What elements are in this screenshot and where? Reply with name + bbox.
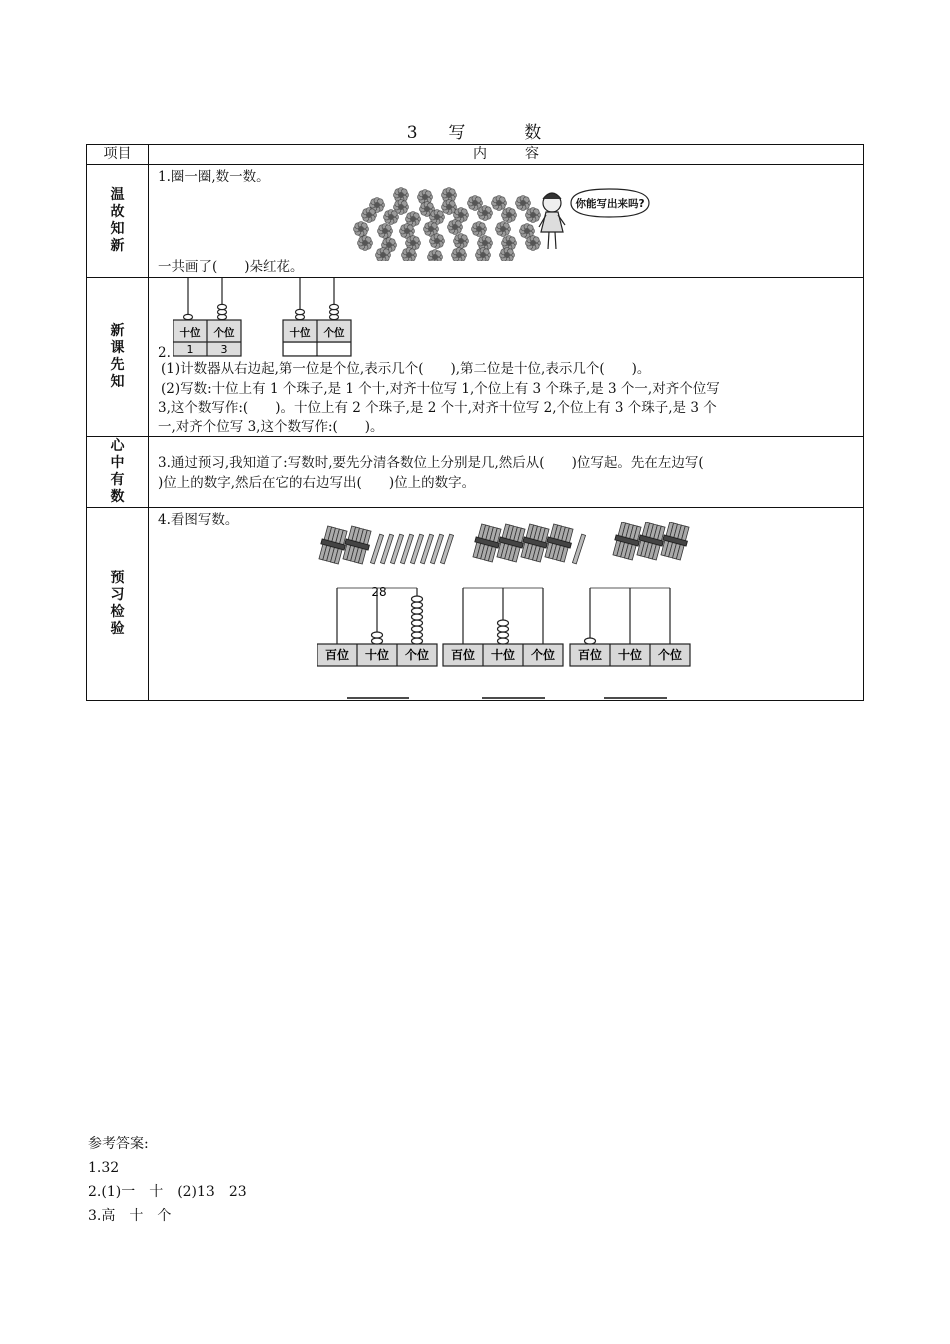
p3-ones: 个位 [657, 648, 683, 662]
title-char-2: 数 [524, 123, 544, 143]
row-review [87, 165, 864, 278]
flower-icon [502, 208, 517, 223]
abacus-bead [372, 632, 383, 638]
flower-icon [358, 236, 373, 251]
q2-number: 2. [158, 345, 171, 361]
p2-hundreds: 百位 [450, 648, 476, 662]
bubble-text: 你能写出来吗? [575, 198, 645, 210]
answer-3: 3.高 十 个 [88, 1208, 172, 1224]
abacus1-ones-value: 3 [220, 343, 228, 356]
row-preview [87, 278, 864, 437]
flower-icon [376, 248, 391, 262]
flower-icon [384, 210, 399, 225]
flower-icon [430, 234, 445, 249]
abacus1-tens-value: 1 [186, 343, 194, 356]
header-content: 内 容 [149, 145, 864, 165]
q3-line1: 3.通过预习,我知道了:写数时,要先分清各数位上分别是几,然后从( )位写起。先在左边写( [158, 455, 704, 471]
abacus1-ones-label: 个位 [213, 327, 235, 339]
flower-icon [362, 208, 377, 223]
q1-answer-line: 一共画了( )朵红花。 [158, 259, 304, 275]
q2-cell [149, 278, 864, 437]
row-label-summary: 心 中 有 数 [87, 437, 149, 508]
q2-line4: 一,对齐个位写 3,这个数写作:( )。 [158, 419, 384, 435]
row-check [87, 508, 864, 701]
example-value: 28 [371, 585, 387, 599]
flower-icon [402, 248, 417, 262]
abacus2-ones-label: 个位 [323, 327, 345, 339]
flower-icon [500, 248, 515, 262]
page-title [0, 118, 950, 143]
q1-cell [149, 165, 864, 278]
title-number: 3 [406, 123, 420, 143]
answer-2: 2.(1)一 十 (2)13 23 [88, 1184, 247, 1200]
p1-hundreds: 百位 [324, 648, 350, 662]
abacus-bead [498, 620, 509, 626]
abacus-bead [412, 614, 423, 620]
q2-line1: (1)计数器从右边起,第一位是个位,表示几个( ),第二位是十位,表示几个( )。 [161, 361, 651, 377]
flower-icon [472, 222, 487, 237]
p3-tens: 十位 [617, 648, 643, 662]
table-header-row [87, 145, 864, 165]
flower-icon [442, 200, 457, 215]
answers-heading: 参考答案: [88, 1136, 149, 1152]
abacus-bead [412, 608, 423, 614]
abacus-examples [173, 278, 353, 362]
p3-hundreds: 百位 [577, 648, 603, 662]
abacus-bead [412, 602, 423, 608]
girl-figure [539, 193, 565, 249]
flower-icon [478, 206, 493, 221]
flower-icon [516, 196, 531, 211]
p2-tens: 十位 [490, 648, 516, 662]
abacus-bead [372, 638, 383, 644]
flowers-illustration [349, 181, 679, 261]
flower-icon [354, 222, 369, 237]
flower-icon [526, 236, 541, 251]
flower-icon [454, 234, 469, 249]
q1-prompt: 1.圈一圈,数一数。 [158, 169, 270, 185]
row-label-review: 温 故 知 新 [87, 165, 149, 278]
q4-cell [149, 508, 864, 701]
header-item: 项目 [87, 145, 149, 165]
abacus-bead [498, 638, 509, 644]
q4-illustration [317, 522, 707, 702]
flower-icon [526, 208, 541, 223]
p1-ones: 个位 [404, 648, 430, 662]
worksheet-table [86, 144, 864, 701]
flower-icon [476, 248, 491, 262]
row-label-preview: 新 课 先 知 [87, 278, 149, 437]
p2-ones: 个位 [530, 648, 556, 662]
flower-icon [452, 248, 467, 262]
flower-icon [378, 224, 393, 239]
abacus-bead [412, 638, 423, 644]
abacus2-tens-label: 十位 [289, 327, 311, 339]
q3-cell [149, 437, 864, 508]
flower-icon [428, 250, 443, 262]
abacus-bead [498, 632, 509, 638]
abacus-bead [585, 638, 596, 644]
answer-1: 1.32 [88, 1160, 120, 1176]
flower-icon [448, 220, 463, 235]
row-label-check: 预 习 检 验 [87, 508, 149, 701]
abacus-bead [412, 620, 423, 626]
abacus-bead [412, 632, 423, 638]
p1-tens: 十位 [364, 648, 390, 662]
q2-line3: 3,这个数写作:( )。十位上有 2 个珠子,是 2 个十,对齐十位写 2,个位上有 3 个珠子,是 3 个 [158, 400, 717, 416]
abacus-bead [498, 626, 509, 632]
flower-icon [492, 196, 507, 211]
abacus1-tens-label: 十位 [179, 327, 201, 339]
single-stick-icon [572, 534, 585, 564]
row-summary [87, 437, 864, 508]
abacus-bead [412, 596, 423, 602]
q4-prompt: 4.看图写数。 [158, 512, 239, 528]
flower-icon [496, 222, 511, 237]
title-char-1: 写 [448, 123, 468, 143]
q3-line2: )位上的数字,然后在它的右边写出( )位上的数字。 [158, 475, 476, 491]
abacus-bead [412, 626, 423, 632]
q2-line2: (2)写数:十位上有 1 个珠子,是 1 个十,对齐十位写 1,个位上有 3 个珠子,是 3 个一,对齐个位写 [161, 381, 720, 397]
